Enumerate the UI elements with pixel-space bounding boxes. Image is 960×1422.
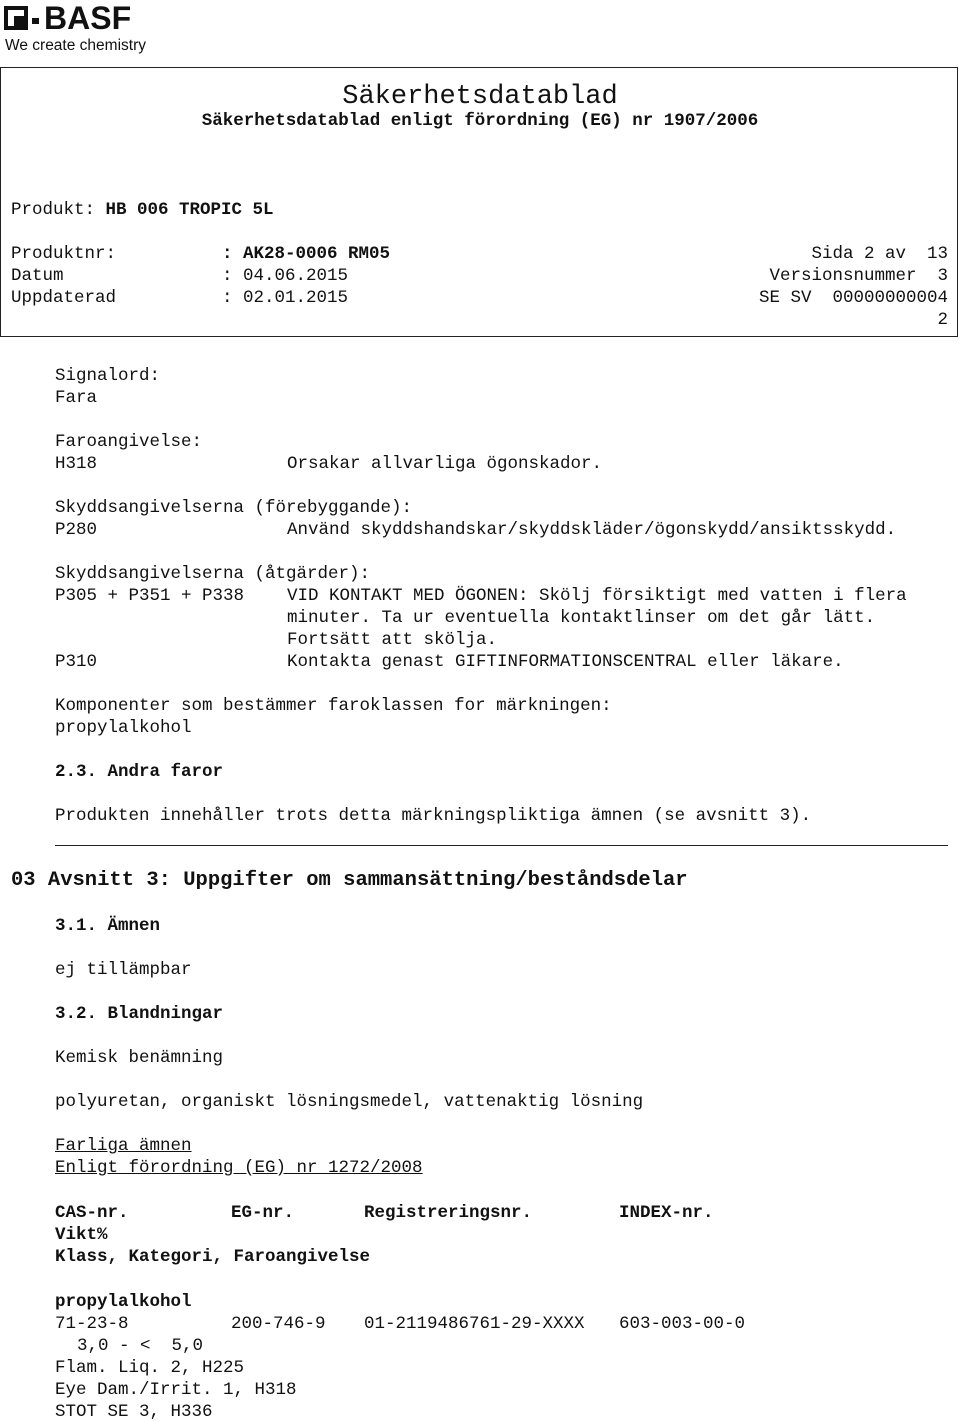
chemical-name-value: polyuretan, organiskt lösningsmedel, vattenaktig lösning [55,1092,644,1112]
section-divider [55,845,948,846]
hazardous-substances-label: Farliga ämnen [55,1136,192,1156]
meta-label-date: Datum [11,266,64,286]
meta-label-product-no: Produktnr: [11,244,117,264]
regulation-label: Enligt förordning (EG) nr 1272/2008 [55,1158,423,1178]
p305-code: P305 + P351 + P338 [55,586,245,606]
chemical-name-label: Kemisk benämning [55,1048,224,1068]
substance-weight: 3,0 - < 5,0 [77,1336,204,1356]
meta-value-product-no: : AK28-0006 RM05 [222,244,391,264]
column-header-classification: Klass, Kategori, Faroangivelse [55,1247,371,1267]
signal-word-value: Fara [55,388,98,408]
prevention-label: Skyddsangivelserna (förebyggande): [55,498,413,518]
column-header-index: INDEX-nr. [619,1203,714,1223]
meta-value-updated: : 02.01.2015 [222,288,349,308]
classification-line: Eye Dam./Irrit. 1, H318 [55,1380,297,1400]
p305-text-line1: VID KONTAKT MED ÖGONEN: Skölj försiktigt med vatten i flera [287,586,907,606]
p280-text: Använd skyddshandskar/skyddskläder/ögonskydd/ansiktsskydd. [287,520,897,540]
p305-text-line3: Fortsätt att skölja. [287,630,498,650]
logo-wordmark: BASF [44,0,132,36]
p280-code: P280 [55,520,98,540]
components-label: Komponenter som bestämmer faroklassen for märkningen: [55,696,612,716]
column-header-weight: Vikt% [55,1225,108,1245]
other-hazards-heading: 2.3. Andra faror [55,762,224,782]
meta-label-updated: Uppdaterad [11,288,117,308]
document-code-suffix: 2 [937,310,948,330]
column-header-eg: EG-nr. [231,1203,295,1223]
components-value: propylalkohol [55,718,192,738]
page-number: Sida 2 av 13 [811,244,948,264]
section3-heading: 03 Avsnitt 3: Uppgifter om sammansättning/beståndsdelar [11,869,688,892]
p310-text: Kontakta genast GIFTINFORMATIONSCENTRAL eller läkare. [287,652,844,672]
substance-cas: 71-23-8 [55,1314,129,1334]
substance-name: propylalkohol [55,1292,192,1312]
substance-eg: 200-746-9 [231,1314,326,1334]
signal-word-label: Signalord: [55,366,161,386]
classification-line: Flam. Liq. 2, H225 [55,1358,245,1378]
document-subtitle: Säkerhetsdatablad enligt förordning (EG) nr 1907/2006 [201,111,759,131]
substance-index: 603-003-00-0 [619,1314,746,1334]
document-code: SE SV 00000000004 [758,288,948,308]
hazard-code: H318 [55,454,98,474]
product-line [11,200,274,220]
product-name: HB 006 TROPIC 5L [105,200,274,220]
version-number: Versionsnummer 3 [769,266,948,286]
hazard-statement-label: Faroangivelse: [55,432,203,452]
document-title: Säkerhetsdatablad [342,82,618,112]
p310-code: P310 [55,652,98,672]
classification-line: STOT SE 3, H336 [55,1402,213,1422]
mixtures-heading: 3.2. Blandningar [55,1004,224,1024]
meta-value-date: : 04.06.2015 [222,266,349,286]
logo-tagline: We create chemistry [5,37,146,54]
hazard-text: Orsakar allvarliga ögonskador. [287,454,603,474]
substances-heading: 3.1. Ämnen [55,916,161,936]
column-header-cas: CAS-nr. [55,1203,129,1223]
other-hazards-text: Produkten innehåller trots detta märkningspliktiga ämnen (se avsnitt 3). [55,806,812,826]
p305-text-line2: minuter. Ta ur eventuella kontaktlinser om det går lätt. [287,608,876,628]
product-label: Produkt: [11,200,106,220]
substances-text: ej tillämpbar [55,960,192,980]
column-header-registration: Registreringsnr. [364,1203,533,1223]
response-label: Skyddsangivelserna (åtgärder): [55,564,371,584]
substance-registration: 01-2119486761-29-XXXX [364,1314,585,1334]
